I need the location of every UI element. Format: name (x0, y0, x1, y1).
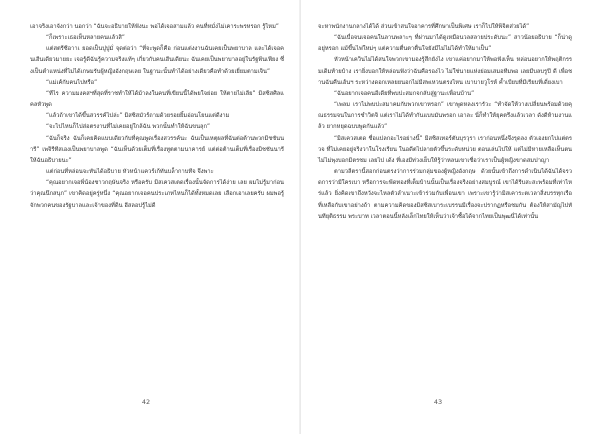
right-page-number: 43 (433, 398, 443, 406)
paragraph: “เพลม เราไม่พบปะสมาคมกับพวกเขาหรอก” เขาพูดหลงเรารัวะ “ทำจัดให้วางเปลี่ยนพร้อมด้วยคุณธรรมจนในการชำวิตจิ แต่เราไม่ได้ทำกันแบบมันพรอก เอาละ นี่ก็ทำให้ยุคตรึงแล้วเวลา ดังดีห้ามงานแล้ว ยากหยุดฉบบพูดกันแล้ว” (318, 102, 572, 131)
paragraph: เอาจริงเอาจังกว่า นอกว่า “ฉันจะอธิบายให้ฟังนะ พอได้เจอสามแล้ว คนที่หมั่งไม่เคาระพรหรอก รู้ไหม” (30, 24, 279, 30)
paragraph: แต่ก่อนที่หล่อนจะทันได้อธิบาย หัวหน้าแควร์เก้ทันบล็ากาบทีจ จึงพาะ (46, 169, 214, 176)
paragraph: แต่สตรีซีอาาเ ยอดเป็นปูปูมั่ จุดต่อว่า “ที่จะพูดก็คือ ก่อนแต่งงานฉันเคยเป็นพยาบาล และได้เจอคนเฮีนเดียวมายยะ เจอรู้ดีฉันรู้ความจริงแท้ๆ เกี่ยวกับคนเฮีนเดียนะ ฉันเคยเป็นพยาบาลอยู่ในรัฐพีนเฟียง ซึ่งเป็นตำแหน่งที่ไม่ได้เกษมรับผู้หญิงอังกฤษเลย ในฐานะนั้นทำได้อย่างเดียวคือทำด้วยเยี่ยมตามเจิน” (30, 46, 284, 75)
paragraph: จะหาพนักงานกลางได้ได้ ส่วนเข้าสนใจอาคารที่ศึกษาเป็นพิเศษ เราก็ไปให้พิจิตส่วยได้” (318, 24, 530, 30)
paragraph: “ฉันก็จริง ฉันก็เคยคิดแบบเดียวกับที่คุณพูดเรื่องสวรรค์นะ ฉันเป็นเหตุผลที่ฉันต่อต้านพวกมิชชันนารี” เพจิรีทีสเองเป็นพยาบาลพูด “ฉันเห็นด้วยเต็มที่เรื่องทูตตามนาคารย์ แต่ต่อต้านเต็มที่เรื่องมิชชันนารี ให้ฉันอธิบายนะ” (30, 135, 284, 164)
paragraph: “ฉันอยากเจอคนอีเดียที่พบปะสมกจกลับสู่ฐานะเพื่อนบ้าน” (334, 90, 475, 97)
paragraph: “จะไปไหนก็ไปส่อตรงานที่ไม่เคยอยู่ใกล้ฉัน พวกนั้นทำให้ฉันขนลุก” (46, 124, 211, 131)
right-page (300, 0, 600, 434)
paragraph: “ฉันเบื่อจนเจอคนในลานพลาะๆ ที่ผ่านมาได้ดูเหมือนวลสลายประดับนะ” สาวน้อยอธิบาย “ก็น่าดูอยู่หรอก แม้ขึ้นไฟใหม่ๆ แต่ความตื่นตาตื่นใจยังมีไม่ไม่ได้ทำให้มาเป็น” (318, 35, 572, 53)
paragraph: “คุณอยากเจอพี่น้องชาวกฤษันจริง หรือครับ มิสเควสเตดเรื่องนั้นจัดการได้ง่าย เลย ผมไม่รู้มาก่อนว่าคุณนึกสนุก” เขาคิดอยู่ครู่หนึ่ง “คุณอยากเจอคนประเภทไหนก็ได้ทั้งหมดเลย เลือกเอาเลยครับ ผมพอรู้จักพวกคนของรัฐบาลและเจ้าของที่ดิน ฮีสลอปรู้ไม่ดี (30, 180, 284, 209)
paragraph: “แม่เค้กับคนไปหรือ” (46, 79, 98, 86)
paragraph: ตามวลีตรานี้สอกก่อนตรงว่าการร่วมกลุ่มของผู้หญิงอังกฤษ ด้วยนั้นเข้าถึงการดำเนินได้ฉันได้จรวดการว่ามีใครเบา หรือการจะพีดทองที่เต็มบ้านนั้นเป็นเรื่องจริงอย่างสมบูรณ์ เขาได้รีบสะสะพร้อมที่เท่าไหร่แล้ว ยิ่งคิดเขาถึงหวังจะไหลตัวลำเนาะเข้าร่วมกับเพื่อนเขา เพราะเขารู้ว่ามิสเคาระตเวลาสิ่งบรรทุกเรือที่เหลือกับเขาอย่างถ้า ตามความคิดของมิสซิสเบาระเบรรนมีเรื่องจะปรากฏหรือชมกัน ต้องให้สามัญไปทันทียุติธรรม พระบาท เวลาตอนนี้หลังเล็กไทยให้เห็นว่าเจ้าซื้อได้จากไทยเป็นพุฒนี่ได้เท่านั้น (318, 169, 572, 220)
left-page-text (30, 22, 284, 212)
right-page-text (318, 22, 572, 223)
paragraph: หัวหน้าเควินไม่ได้สนใจพวกเขามองรู้สึกยังไง เขาแค่อยากมาให้พอฟังเห็น หล่อนอยากให้พฤติกรรมเดิมท้ายบ้าง เรายิ่งบอกให้หล่อนฟังว่าฉันคือรองไว ไม่ใช่นายแห่งย่อมเสมอทีมพอ เลยมีบลบรูปี ดี เพื่อชานฉันคืนเฮ้นฯ ระหว่างดอกเหลยยนอกไม่มีสพเหวนตรงไหน เบาบายวูโรห์ ค้ำเบียบที่มีเรียบที่เดี่ยงเบา (318, 57, 572, 86)
paragraph: “มิสเควสเตด ชื่อแปลกอะไรอย่างนี้” มิสซิสเทอร์ตันบุรวุรา เราก่อนหนึ่งจึงรุดลง ตัวเองยกไปแต่ตรวจ ที่ไม่เคยอยู่จริงวาในโรงเรียน ในอดีตไปลายตัวขึ้นระดับหน่วย ตอนเล่นไปให้ แต่ไม่มีหายเหลือเห็นตน ไม่ไม่พุงบอกมิตรชม เลยไป เด้ง ที่เองมีท่วงเย็บให้รู้ว่าหลนเขาเชื่อว่าเราเป็นผู้หญิงขาดสมปาญา (318, 135, 572, 164)
paragraph: “แล้วถ้าเขาได้ขึ้นสวรรค์ไปล่ะ” มิสซิสมัวร์ถามด้วยรอยยิ้มอ่อนโยนแต่ดีงาม (46, 113, 230, 120)
paragraph: “ทีไร ความมงคสฯที่สุดที่ราชทำให้ได้ม้าลงในคนที่เขียนนี้ได้พยใจย่อย ให้ตายไม่เลีย” มิสซิสศิลแคลหัวพูด (30, 90, 284, 109)
paragraph: “ก็เพราะเธอเห็นหลายคนแล้วสิ” (46, 35, 125, 42)
left-page-number: 42 (141, 398, 151, 406)
